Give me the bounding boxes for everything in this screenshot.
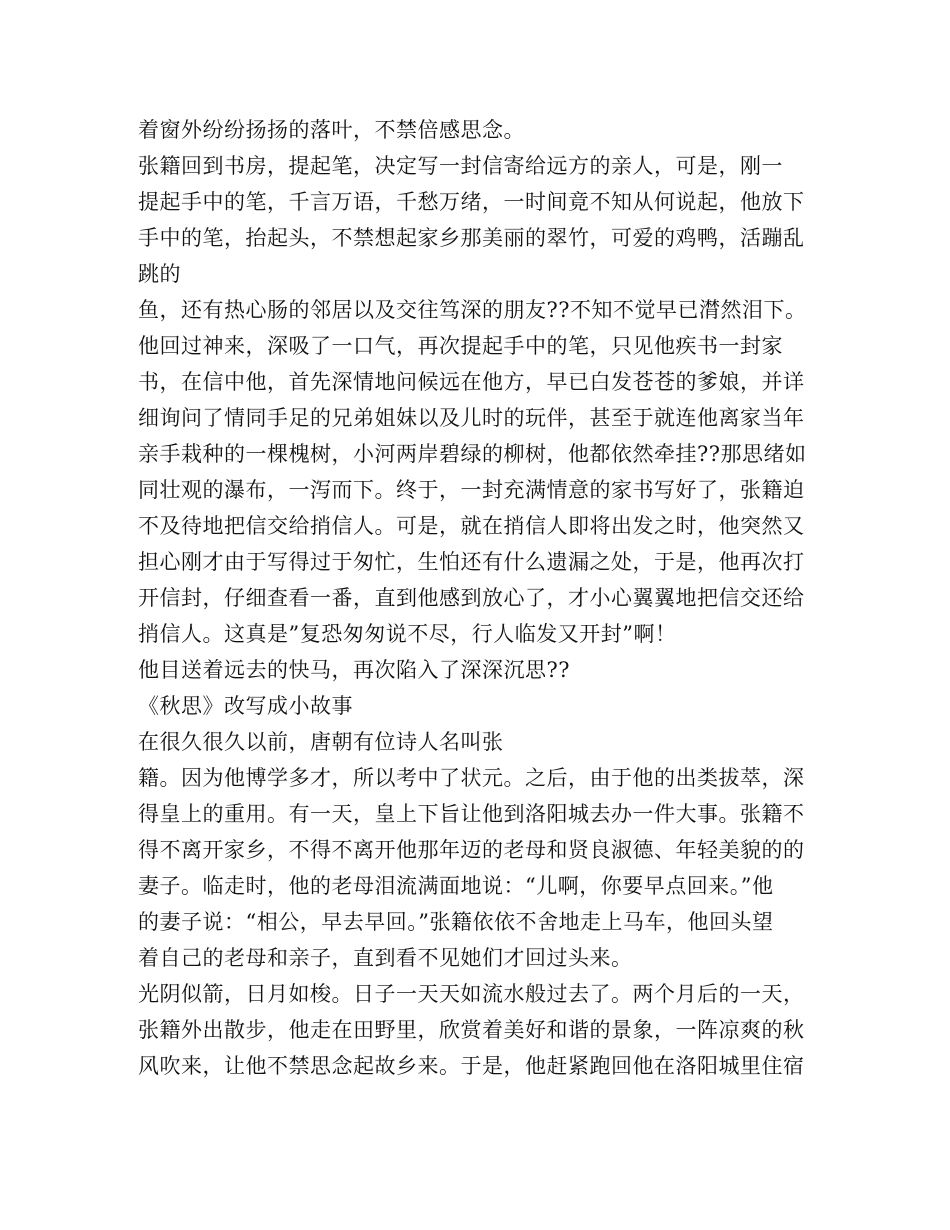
text-line: 张籍回到书房，提起笔，决定写一封信寄给远方的亲人，可是，刚一 <box>138 154 783 178</box>
text-line: 光阴似箭，日月如梭。日子一天天如流水般过去了。两个月后的一天， <box>138 982 805 1006</box>
text-line: 着自己的老母和亲子，直到看不见她们才回过头来。 <box>138 946 633 970</box>
text-line: 鱼，还有热心肠的邻居以及交往笃深的朋友??不知不觉早已潸然泪下。 <box>138 298 807 322</box>
text-line: 亲手栽种的一棵槐树，小河两岸碧绿的柳树，他都依然牵挂??那思绪如 <box>138 442 807 466</box>
text-line: 同壮观的瀑布，一泻而下。终于，一封充满情意的家书写好了，张籍迫 <box>138 478 805 502</box>
text-line: 开信封，仔细查看一番，直到他感到放心了，才小心翼翼地把信交还给 <box>138 586 805 610</box>
text-line: 他目送着远去的快马，再次陷入了深深沉思?? <box>138 658 571 682</box>
text-line: 他回过神来，深吸了一口气，再次提起手中的笔，只见他疾书一封家 <box>138 334 783 358</box>
text-line: 得不离开家乡，不得不离开他那年迈的老母和贤良淑德、年轻美貌的的 <box>138 838 805 862</box>
text-line: 籍。因为他博学多才，所以考中了状元。之后，由于他的出类拔萃，深 <box>138 766 805 790</box>
text-line: 担心刚才由于写得过于匆忙，生怕还有什么遗漏之处，于是，他再次打 <box>138 550 805 574</box>
text-line: 不及待地把信交给捎信人。可是，就在捎信人即将出发之时，他突然又 <box>138 514 805 538</box>
text-line: 提起手中的笔，千言万语，千愁万绪，一时间竟不知从何说起，他放下 <box>138 190 805 214</box>
text-line: 妻子。临走时，他的老母泪流满面地说：“儿啊，你要早点回来。”他 <box>138 874 774 898</box>
section-title: 《秋思》改写成小故事 <box>138 694 353 718</box>
text-line: 细询问了情同手足的兄弟姐妹以及儿时的玩伴，甚至于就连他离家当年 <box>138 406 805 430</box>
text-line: 着窗外纷纷扬扬的落叶，不禁倍感思念。 <box>138 118 525 142</box>
text-line: 风吹来，让他不禁思念起故乡来。于是，他赶紧跑回他在洛阳城里住宿 <box>138 1054 805 1078</box>
text-line: 手中的笔，抬起头，不禁想起家乡那美丽的翠竹，可爱的鸡鸭，活蹦乱 <box>138 226 805 250</box>
text-line: 的妻子说：“相公，早去早回。”张籍依依不舍地走上马车，他回头望 <box>138 910 774 934</box>
text-line: 得皇上的重用。有一天，皇上下旨让他到洛阳城去办一件大事。张籍不 <box>138 802 805 826</box>
text-line: 书，在信中他，首先深情地问候远在他方，早已白发苍苍的爹娘，并详 <box>138 370 805 394</box>
text-line: 捎信人。这真是”复恐匆匆说不尽，行人临发又开封”啊！ <box>138 622 677 646</box>
text-line: 张籍外出散步，他走在田野里，欣赏着美好和谐的景象，一阵凉爽的秋 <box>138 1018 805 1042</box>
text-line: 跳的 <box>138 262 181 286</box>
document-body <box>138 112 828 1084</box>
text-line: 在很久很久以前，唐朝有位诗人名叫张 <box>138 730 504 754</box>
